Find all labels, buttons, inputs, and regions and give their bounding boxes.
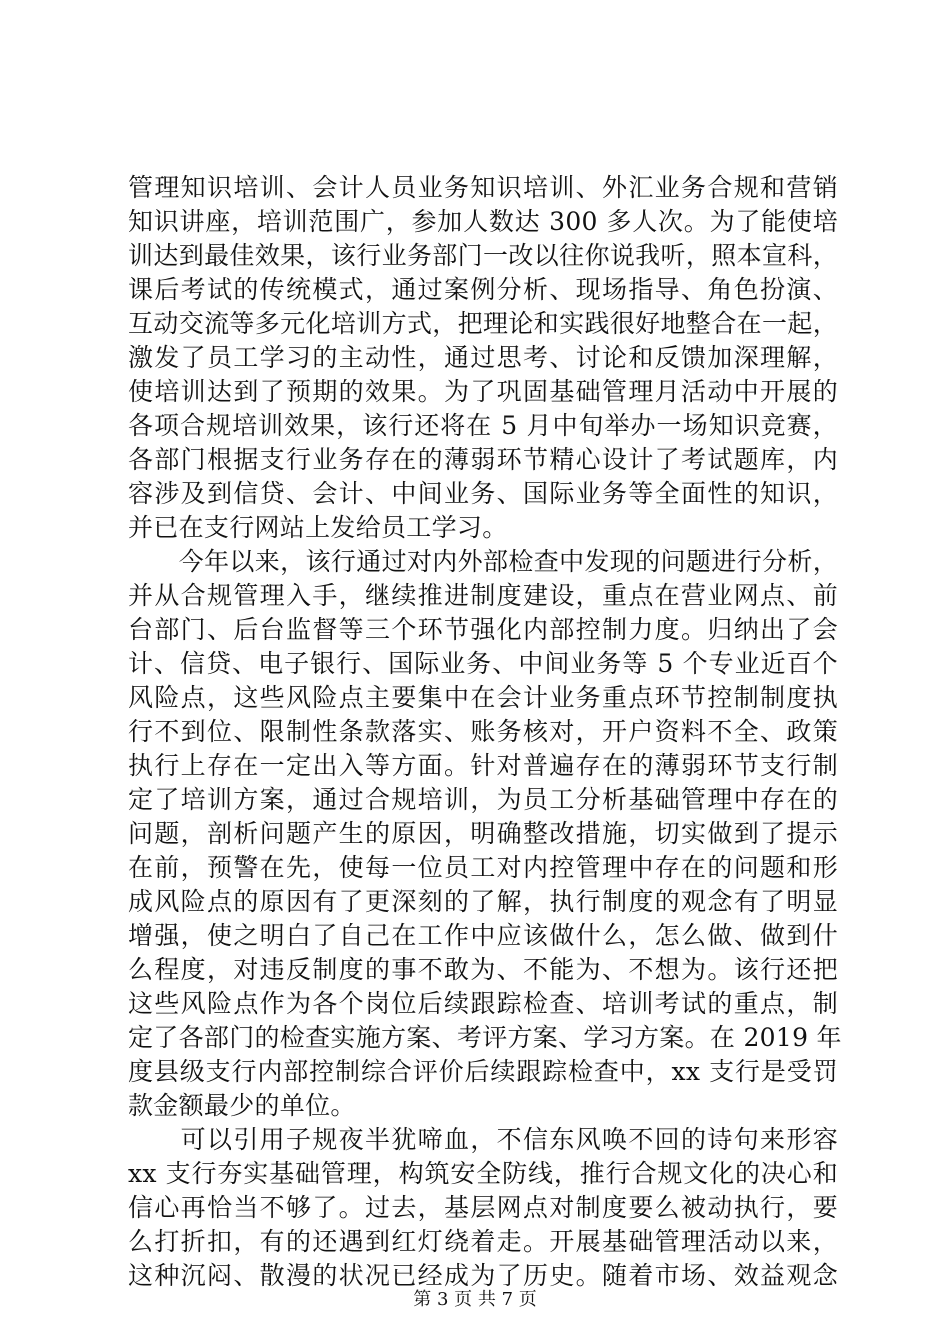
text-line: 各部门根据支行业务存在的薄弱环节精心设计了考试题库，内 <box>128 445 838 474</box>
paragraph-1 <box>128 171 838 545</box>
text-line: 度县级支行内部控制综合评价后续跟踪检查中，xx 支行是受罚 <box>128 1057 838 1086</box>
text-line: 容涉及到信贷、会计、中间业务、国际业务等全面性的知识， <box>128 479 838 508</box>
text-line: 激发了员工学习的主动性，通过思考、讨论和反馈加深理解， <box>128 343 838 372</box>
text-line: 知识讲座，培训范围广，参加人数达 300 多人次。为了能使培 <box>128 207 838 236</box>
text-line: 这种沉闷、散漫的状况已经成为了历史。随着市场、效益观念 <box>128 1261 838 1290</box>
text-line: 信心再恰当不够了。过去，基层网点对制度要么被动执行，要 <box>128 1193 838 1222</box>
text-line: 并已在支行网站上发给员工学习。 <box>128 513 508 542</box>
text-line: 台部门、后台监督等三个环节强化内部控制力度。归纳出了会 <box>128 615 838 644</box>
document-body <box>128 171 842 1293</box>
text-line: 各项合规培训效果，该行还将在 5 月中旬举办一场知识竞赛， <box>128 411 838 440</box>
text-line: 互动交流等多元化培训方式，把理论和实践很好地整合在一起， <box>128 309 838 338</box>
paragraph-3 <box>128 1123 838 1293</box>
page-number-footer: 第 3 页 共 7 页 <box>413 1289 537 1310</box>
text-line: 在前，预警在先，使每一位员工对内控管理中存在的问题和形 <box>128 853 838 882</box>
text-line: 今年以来，该行通过对内外部检查中发现的问题进行分析， <box>128 547 838 576</box>
text-line: 课后考试的传统模式，通过案例分析、现场指导、角色扮演、 <box>128 275 838 304</box>
text-line: 成风险点的原因有了更深刻的了解，执行制度的观念有了明显 <box>128 887 838 916</box>
text-line: 定了各部门的检查实施方案、考评方案、学习方案。在 2019 年 <box>128 1023 842 1052</box>
text-line: 么程度，对违反制度的事不敢为、不能为、不想为。该行还把 <box>128 955 838 984</box>
text-line: 定了培训方案，通过合规培训，为员工分析基础管理中存在的 <box>128 785 838 814</box>
text-line: 增强，使之明白了自己在工作中应该做什么，怎么做、做到什 <box>128 921 838 950</box>
text-line: 并从合规管理入手，继续推进制度建设，重点在营业网点、前 <box>128 581 838 610</box>
text-line: 这些风险点作为各个岗位后续跟踪检查、培训考试的重点，制 <box>128 989 838 1018</box>
text-line: xx 支行夯实基础管理，构筑安全防线，推行合规文化的决心和 <box>128 1159 838 1188</box>
text-line: 风险点，这些风险点主要集中在会计业务重点环节控制制度执 <box>128 683 838 712</box>
text-line: 问题，剖析问题产生的原因，明确整改措施，切实做到了提示 <box>128 819 838 848</box>
text-line: 管理知识培训、会计人员业务知识培训、外汇业务合规和营销 <box>128 173 838 202</box>
paragraph-2 <box>128 545 842 1123</box>
text-line: 计、信贷、电子银行、国际业务、中间业务等 5 个专业近百个 <box>128 649 838 678</box>
text-line: 行不到位、限制性条款落实、账务核对，开户资料不全、政策 <box>128 717 838 746</box>
text-line: 执行上存在一定出入等方面。针对普遍存在的薄弱环节支行制 <box>128 751 838 780</box>
text-line: 可以引用子规夜半犹啼血，不信东风唤不回的诗句来形容 <box>128 1125 838 1154</box>
text-line: 使培训达到了预期的效果。为了巩固基础管理月活动中开展的 <box>128 377 838 406</box>
text-line: 么打折扣，有的还遇到红灯绕着走。开展基础管理活动以来， <box>128 1227 838 1256</box>
text-line: 训达到最佳效果，该行业务部门一改以往你说我听，照本宣科， <box>128 241 838 270</box>
text-line: 款金额最少的单位。 <box>128 1091 356 1120</box>
